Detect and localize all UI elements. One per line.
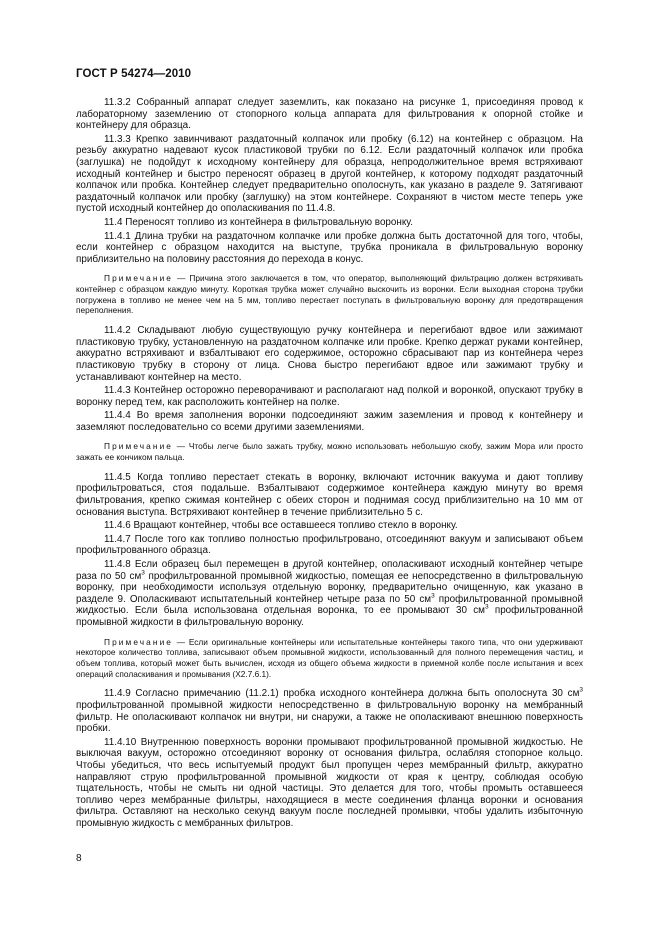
paragraph-11-4-5: 11.4.5 Когда топливо перестает стекать в воронку, включают источник вакуума и дают топливу профильтроваться, стоя подальше. Взбалтывают содержимое контейнера каждую минуту во время фильтрования, крепко сжимая контейнер с обеих сторон и поднимая сосуд приблизительно на 10 мм от основания выступа. Встряхивают контейнер в течение приблизительно 5 с. bbox=[76, 471, 583, 518]
paragraph-11-4-4: 11.4.4 Во время заполнения воронки подсоединяют зажим заземления и провод к контейнеру и заземляют последовательно со всеми другими заземлениями. bbox=[76, 410, 583, 433]
page-number: 8 bbox=[76, 853, 82, 864]
text-run: 11.4.8 Если образец был перемещен в другой контейнер, ополаскивают исходный контейнер четыре раза по 50 см bbox=[76, 559, 583, 582]
note-3 bbox=[76, 637, 583, 680]
paragraph-11-4: 11.4 Переносят топливо из контейнера в фильтровальную воронку. bbox=[104, 216, 413, 228]
superscript: 3 bbox=[431, 592, 435, 600]
document-header: ГОСТ Р 54274—2010 bbox=[76, 68, 192, 80]
note-label: Примечание bbox=[104, 273, 174, 284]
paragraph-11-4-9 bbox=[76, 688, 583, 734]
paragraph-11-3-2: 11.3.2 Собранный аппарат следует заземлить, как показано на рисунке 1, присоединяя провод к лабораторному заземлению от стопорного кольца аппарата для фильтрования к опорной стойке и контейнеру для образца. bbox=[76, 97, 583, 132]
note-text: — Причина этого заключается в том, что оператор, выполняющий фильтрацию должен встряхивать контейнер с образцом каждую минуту. Короткая трубка может случайно выскочить из воронки. Если выходная сторона трубки погружена в топливо не менее чем на 5 мм, топливо перестает поступать в фильтровальную воронку для предотвращения переполнения. bbox=[76, 273, 583, 316]
text-run: профильтрованной промывной жидкостью. Если была использована отдельная воронка, то ее промывают 30 см bbox=[76, 593, 584, 617]
note-1 bbox=[76, 273, 583, 316]
paragraph-11-4-10: 11.4.10 Внутреннюю поверхность воронки промывают профильтрованной промывной жидкостью. Не выключая вакуум, осторожно отсоединяют воронку от основания фильтра, ослабляя стопорное кольцо. Чтобы убедиться, что весь испытуемый продукт был пропущен через мембранный фильтр, аккуратно направляют струю профильтрованной промывной жидкости от края к центру, соблюдая особую тщательность, чтобы не смыть ни одной частицы. Это делается для того, чтобы промыть оставшееся топливо через мембранные фильтры, находящиеся в месте соединения фланца воронки и основания фильтра. Оставляют на несколько секунд вакуум после последней промывки, чтобы удалить избыточную промывную жидкость с мембранных фильтров. bbox=[76, 736, 583, 829]
superscript: 3 bbox=[484, 604, 489, 612]
note-2 bbox=[76, 441, 583, 462]
note-text: — Если оригинальные контейнеры или испытательные контейнеры такого типа, что они удерживают некоторое количество топлива, записывают объем промывной жидкости, использованный для полного перемещения частиц, и объем топлива, который может быть вычислен, исходя из общего объема жидкости в приемной колбе после испытания и всех операций споласкивания и промывания (X2.7.6.1). bbox=[76, 636, 583, 679]
document-body bbox=[76, 97, 583, 832]
paragraph-11-4-8 bbox=[76, 559, 583, 629]
paragraph-11-3-3: 11.3.3 Крепко завинчивают раздаточный колпачок или пробку (6.12) на контейнер с образцом. На резьбу аккуратно надевают кусок пластиковой трубки по 6.12. Если раздаточный колпачок или пробка (заглушка) не подойдут к исходному контейнеру для образца, непродолжительное время встряхивают исходный контейнер и быстро переносят образец в другой контейнер, к которому подходят раздаточный колпачок или пробка. Контейнер следует предварительно ополоснуть, как указано в разделе 9. Затягивают раздаточный колпачок или пробку (заглушку) на этом контейнере. Сохраняют в чистом месте теперь уже пустой исходный контейнер до ополаскивания по 11.4.8. bbox=[76, 133, 583, 215]
paragraph-11-4-1: 11.4.1 Длина трубки на раздаточном колпачке или пробке должна быть достаточной для того, чтобы, если контейнер с образцом находится на выступе, трубка проникала в фильтровальную воронку приблизительно на половину расстояния до перехода в конус. bbox=[76, 230, 583, 265]
paragraph-11-4-7: 11.4.7 После того как топливо полностью профильтровано, отсоединяют вакуум и записывают объем профильтрованного образца. bbox=[76, 533, 583, 557]
note-label: Примечание bbox=[104, 441, 174, 452]
paragraph-11-4-2: 11.4.2 Складывают любую существующую ручку контейнера и перегибают вдвое или зажимают пластиковую трубку, установленную на раздаточном колпачке или пробке. Крепко держат руками контейнер, аккуратно встряхивают и взбалтывают его содержимое, осторожно сбрасывают пар из контейнера через пластиковую трубку в сторону от лица. Снова быстро перегибают вдвое или зажимают трубку и устанавливают контейнер на место. bbox=[76, 325, 583, 383]
text-run: профильтрованной промывной жидкости в фильтровальную воронку. bbox=[76, 605, 583, 628]
text-run: 11.4.9 Согласно примечанию (11.2.1) пробка исходного контейнера должна быть ополоснута 30 см bbox=[104, 688, 580, 700]
text-run: профильтрованной промывной жидкости непосредственно в фильтровальную воронку на мембранный фильтр. Не ополаскивают колпачок ни внутри, ни снаружи, а также не ополаскивают внешнюю поверхность пробки. bbox=[76, 700, 583, 735]
superscript: 3 bbox=[141, 569, 145, 577]
paragraph-11-4-3: 11.4.3 Контейнер осторожно переворачивают и располагают над полкой и воронкой, опускают трубку в воронку перед тем, как расположить контейнер на полке. bbox=[76, 385, 583, 408]
superscript: 3 bbox=[579, 687, 583, 695]
text-run: профильтрованной промывной жидкостью, помещая ее непосредственно в фильтровальную воронку, при необходимости используя отдельную воронку, предварительно очищенную, как указано в разделе 9. Ополаскивают испытательный контейнер четыре раза по 50 см bbox=[76, 570, 583, 605]
note-text: — Чтобы легче было зажать трубку, можно использовать небольшую скобу, зажим Мора или просто зажать ее кончиком пальца. bbox=[76, 441, 583, 463]
paragraph-11-4-6: 11.4.6 Вращают контейнер, чтобы все оставшееся топливо стекло в воронку. bbox=[104, 520, 458, 532]
note-label: Примечание bbox=[104, 636, 174, 647]
